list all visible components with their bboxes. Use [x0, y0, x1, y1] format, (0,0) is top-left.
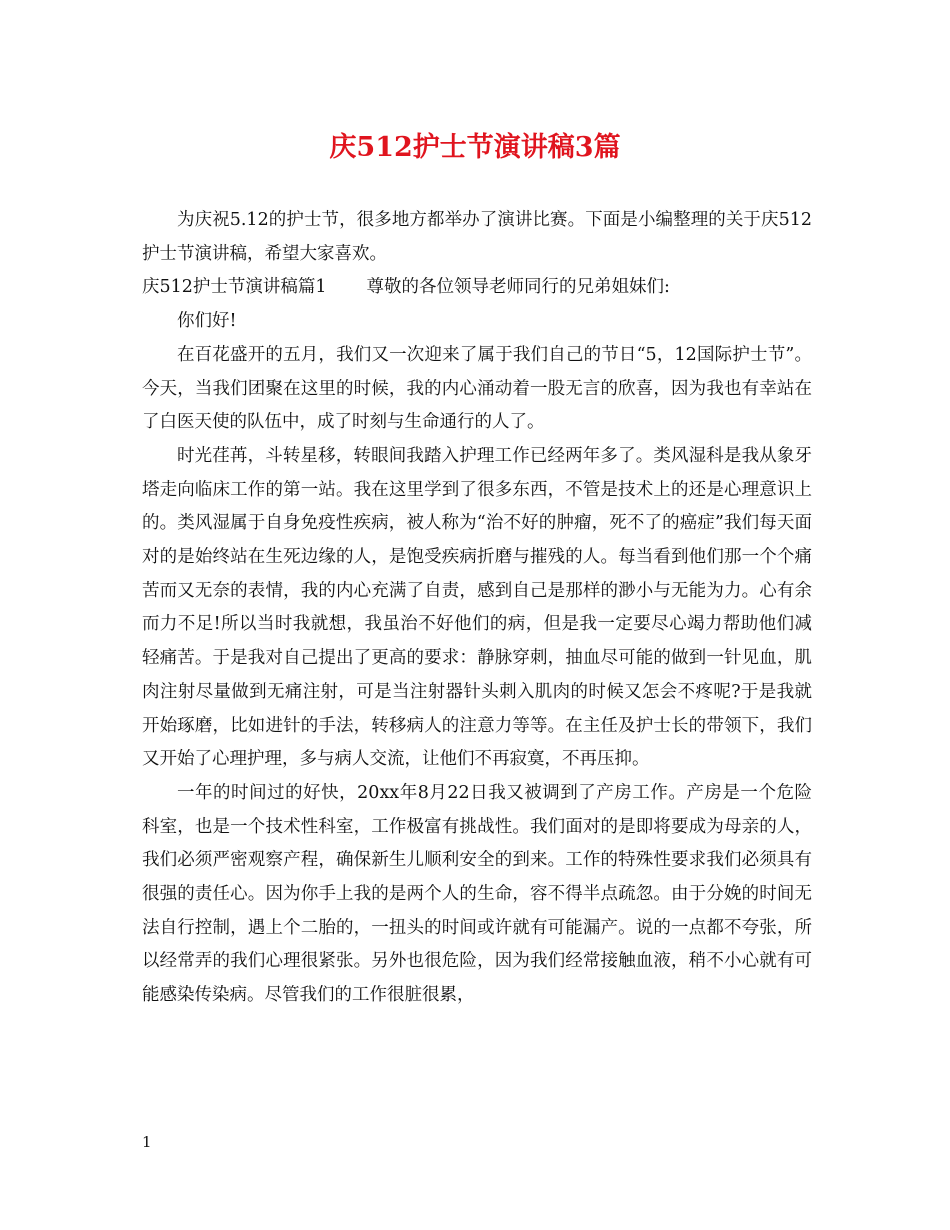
document-title: 庆512护士节演讲稿3篇: [329, 132, 621, 163]
body-paragraph: 在百花盛开的五月，我们又一次迎来了属于我们自己的节日“5，12国际护士节”。今天，当我们团聚在这里的时候，我的内心涌动着一股无言的欣喜，因为我也有幸站在了白医天使的队伍中，成了时刻与生命通行的人了。: [142, 344, 812, 433]
section-heading: 庆512护士节演讲稿篇1: [142, 277, 327, 298]
section-heading-line: [142, 271, 812, 305]
document-body: [142, 204, 812, 1013]
page-number: 1: [142, 1133, 152, 1151]
greeting: 你们好!: [177, 311, 237, 332]
salutation: 尊敬的各位领导老师同行的兄弟姐妹们:: [366, 277, 670, 298]
body-paragraph: 一年的时间过的好快，20xx年8月22日我又被调到了产房工作。产房是一个危险科室，也是一个技术性科室，工作极富有挑战性。我们面对的是即将要成为母亲的人，我们必须严密观察产程，确保新生儿顺利安全的到来。工作的特殊性要求我们必须具有很强的责任心。因为你手上我的是两个人的生命，容不得半点疏忽。由于分娩的时间无法自行控制，遇上个二胎的，一扭头的时间或许就有可能漏产。说的一点都不夸张，所以经常弄的我们心理很紧张。另外也很危险，因为我们经常接触血液，稍不小心就有可能感染传染病。尽管我们的工作很脏很累，: [142, 782, 812, 1006]
body-paragraph: 时光荏苒，斗转星移，转眼间我踏入护理工作已经两年多了。类风湿科是我从象牙塔走向临床工作的第一站。我在这里学到了很多东西，不管是技术上的还是心理意识上的。类风湿属于自身免疫性疾病，被人称为“治不好的肿瘤，死不了的癌症”我们每天面对的是始终站在生死边缘的人，是饱受疾病折磨与摧残的人。每当看到他们那一个个痛苦而又无奈的表情，我的内心充满了自责，感到自己是那样的渺小与无能为力。心有余而力不足!所以当时我就想，我虽治不好他们的病，但是我一定要尽心竭力帮助他们减轻痛苦。于是我对自己提出了更高的要求：静脉穿刺，抽血尽可能的做到一针见血，肌肉注射尽量做到无痛注射，可是当注射器针头刺入肌肉的时候又怎会不疼呢?于是我就开始琢磨，比如进针的手法，转移病人的注意力等等。在主任及护士长的带领下，我们又开始了心理护理，多与病人交流，让他们不再寂寞，不再压抑。: [142, 445, 812, 770]
intro-paragraph: 为庆祝5.12的护士节，很多地方都举办了演讲比赛。下面是小编整理的关于庆512护士节演讲稿，希望大家喜欢。: [142, 210, 812, 264]
